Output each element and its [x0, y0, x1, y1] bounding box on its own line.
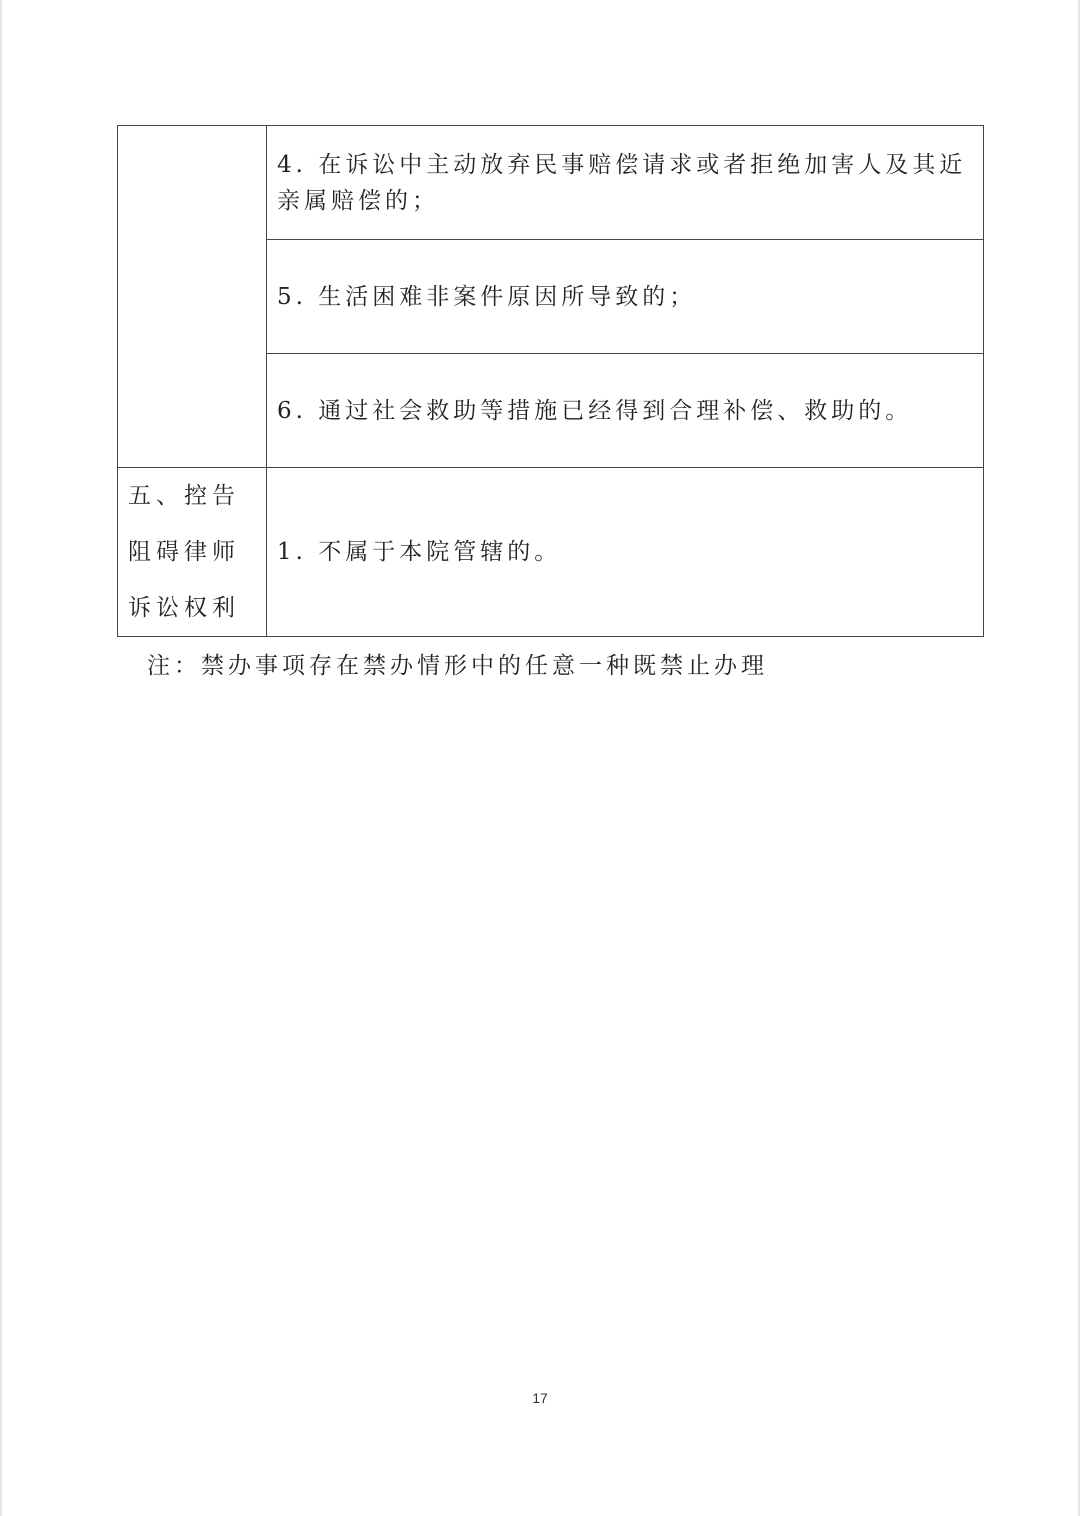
page-left-edge: [0, 0, 2, 1516]
condition-text: 4. 在诉讼中主动放弃民事赔偿请求或者拒绝加害人及其近亲属赔偿的；: [277, 151, 967, 214]
table-row: [118, 126, 984, 240]
condition-cell: [267, 354, 984, 468]
prohibited-matters-table: [117, 125, 984, 637]
condition-text: 5. 生活困难非案件原因所导致的；: [277, 283, 697, 310]
condition-cell: [267, 240, 984, 354]
condition-cell: [267, 126, 984, 240]
condition-text: 6. 通过社会救助等措施已经得到合理补偿、救助的。: [277, 397, 913, 424]
category-cell-continued: [118, 126, 267, 468]
footnote: 注：禁办事项存在禁办情形中的任意一种既禁止办理: [147, 653, 768, 679]
page-number: 17: [532, 1390, 548, 1406]
category-label: 五、控告阻碍律师诉讼权利: [128, 483, 240, 621]
condition-text: 1. 不属于本院管辖的。: [277, 539, 562, 565]
condition-cell: [267, 468, 984, 637]
table-row: [118, 468, 984, 637]
category-cell: [118, 468, 267, 637]
